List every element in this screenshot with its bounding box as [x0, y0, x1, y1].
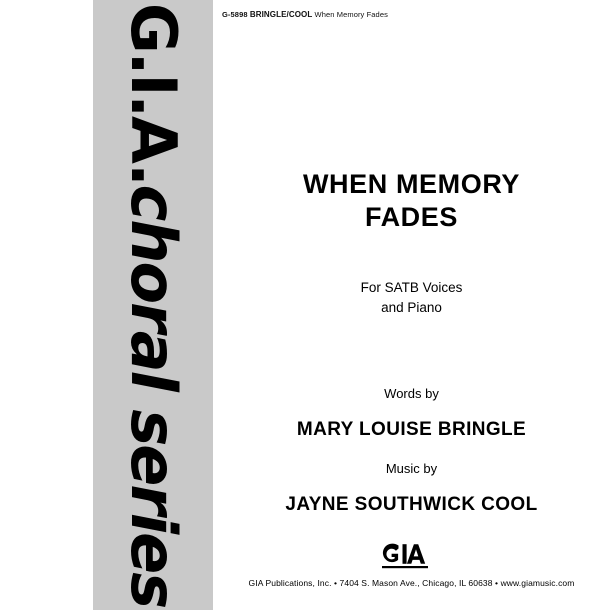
composer-name: JAYNE SOUTHWICK COOL	[285, 494, 538, 515]
composer-code: BRINGLE/COOL	[249, 10, 313, 19]
spine-branding	[117, 2, 190, 608]
publisher-footer: GIA Publications, Inc. • 7404 S. Mason Ave., Chicago, IL 60638 • www.giamusic.com	[248, 578, 575, 588]
voicing-info	[213, 278, 610, 317]
lyricist-name: MARY LOUISE BRINGLE	[296, 419, 527, 440]
gia-logo-icon	[382, 542, 442, 570]
cover-content	[213, 0, 610, 610]
voicing-line-2: and Piano	[381, 299, 442, 315]
words-by-label: Words by	[384, 386, 439, 401]
catalog-number: G-5898	[222, 10, 248, 19]
title-line-2: FADES	[364, 201, 459, 232]
spine-brand-text: G.I.A.	[117, 2, 190, 185]
title-line-1: WHEN MEMORY	[302, 169, 521, 199]
music-by-label: Music by	[385, 461, 438, 476]
spine-series-text: choral series	[117, 184, 190, 608]
header-short-title: When Memory Fades	[314, 10, 388, 19]
page-title	[213, 168, 610, 234]
voicing-line-1: For SATB Voices	[360, 280, 463, 295]
spine-band	[93, 0, 213, 610]
